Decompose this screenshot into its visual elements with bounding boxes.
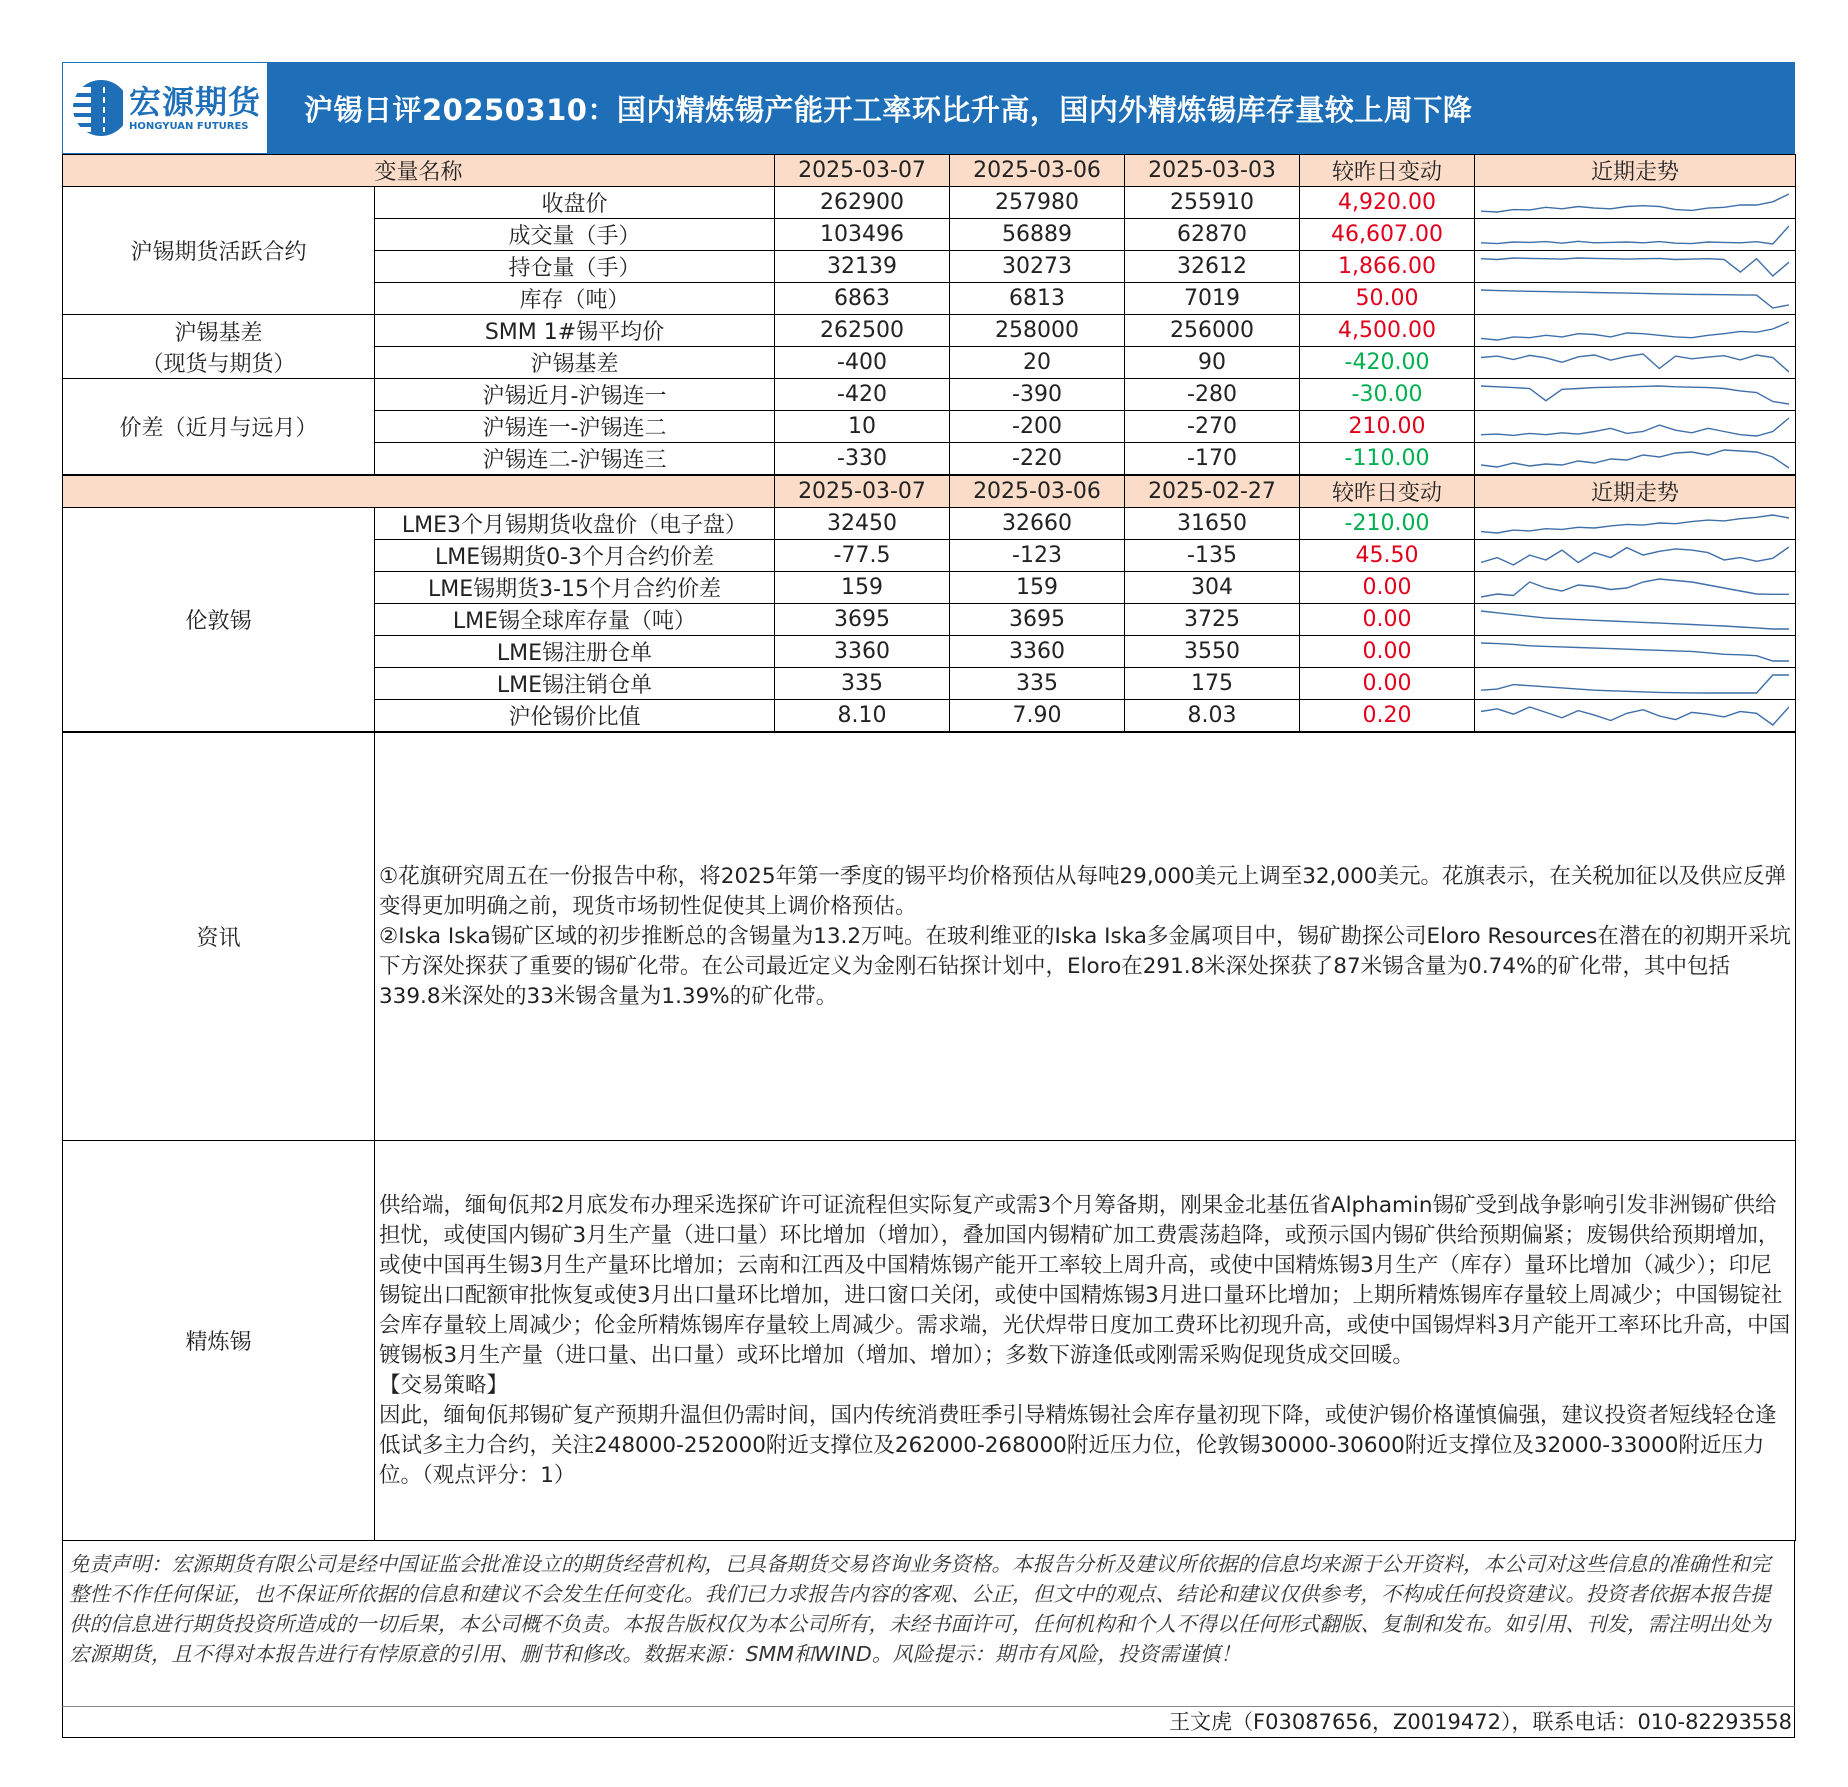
value-date-2: -200 <box>950 411 1125 443</box>
value-date-2: 159 <box>950 572 1125 604</box>
change-value: 1,866.00 <box>1300 251 1475 283</box>
change-value: 4,920.00 <box>1300 187 1475 219</box>
trend-line <box>1481 450 1789 468</box>
report-banner <box>62 62 1795 154</box>
row-name: LME锡注册仓单 <box>375 636 775 668</box>
trend-line <box>1481 354 1789 372</box>
value-date-3: 3550 <box>1125 636 1300 668</box>
trend-sparkline <box>1481 223 1789 247</box>
value-date-1: 3360 <box>775 636 950 668</box>
row-name: 沪锡近月-沪锡连一 <box>375 379 775 411</box>
trend-sparkline <box>1481 319 1789 343</box>
header-date-2: 2025-03-06 <box>950 155 1125 187</box>
row-name: LME锡期货0-3个月合约价差 <box>375 540 775 572</box>
value-date-1: 262500 <box>775 315 950 347</box>
trend-sparkline <box>1481 351 1789 375</box>
refined-tin-analysis: 供给端，缅甸佤邦2月底发布办理采选探矿许可证流程但实际复产或需3个月筹备期，刚果金北基伍省Alphamin锡矿受到战争影响引发非洲锡矿供给担忧，或使国内锡矿3月生产量（进口量）环比增加（增加），叠加国内锡精矿加工费震荡趋降，或预示国内锡矿供给预期偏紧；废锡供给预期增加，或使中国再生锡3月生产量环比增加；云南和江西及中国精炼锡产能开工率较上周升高，或使中国精炼锡3月生产（库存）量环比增加（减少）；印尼锡锭出口配额审批恢复或使3月出口量环比增加，进口窗口关闭，或使中国精炼锡3月进口量环比增加；上期所精炼锡库存量较上周减少；中国锡锭社会库存量较上周减少；伦金所精炼锡库存量较上周减少。需求端，光伏焊带日度加工费环比初现升高，或使中国锡焊料3月产能开工率环比升高，中国镀锡板3月生产量（进口量、出口量）或环比增加（增加、增加）；多数下游逢低或刚需采购促现货成交回暖。 <box>379 1192 1791 1368</box>
trend-sparkline <box>1481 287 1789 311</box>
value-date-2: -123 <box>950 540 1125 572</box>
change-value: -420.00 <box>1300 347 1475 379</box>
table-row <box>63 187 1796 219</box>
logo-chinese-name: 宏源期货 <box>129 83 262 121</box>
report-sheet <box>62 62 1795 1738</box>
trend-cell <box>1475 443 1796 475</box>
value-date-1: 32139 <box>775 251 950 283</box>
group-label-line: 沪锡期货活跃合约 <box>130 240 307 265</box>
trend-cell <box>1475 508 1796 540</box>
trend-sparkline <box>1481 608 1789 632</box>
value-date-2: 258000 <box>950 315 1125 347</box>
value-date-3: -270 <box>1125 411 1300 443</box>
value-date-3: 3725 <box>1125 604 1300 636</box>
row-name: LME锡全球库存量（吨） <box>375 604 775 636</box>
logo-mark-icon <box>71 73 123 143</box>
value-date-1: 8.10 <box>775 700 950 732</box>
group-label <box>63 187 375 315</box>
trend-cell <box>1475 379 1796 411</box>
table-header-row <box>63 476 1796 508</box>
change-value: 4,500.00 <box>1300 315 1475 347</box>
change-value: -110.00 <box>1300 443 1475 475</box>
value-date-1: -330 <box>775 443 950 475</box>
header-trend: 近期走势 <box>1475 476 1796 508</box>
trend-sparkline <box>1481 191 1789 215</box>
value-date-2: 3695 <box>950 604 1125 636</box>
change-value: -210.00 <box>1300 508 1475 540</box>
value-date-2: 7.90 <box>950 700 1125 732</box>
value-date-3: 8.03 <box>1125 700 1300 732</box>
header-change: 较昨日变动 <box>1300 155 1475 187</box>
table-row <box>63 379 1796 411</box>
trend-line <box>1481 643 1789 661</box>
trend-sparkline <box>1481 255 1789 279</box>
header-trend: 近期走势 <box>1475 155 1796 187</box>
change-value: 0.00 <box>1300 572 1475 604</box>
value-date-1: -420 <box>775 379 950 411</box>
trend-cell <box>1475 251 1796 283</box>
trend-cell <box>1475 636 1796 668</box>
row-name: SMM 1#锡平均价 <box>375 315 775 347</box>
value-date-1: 32450 <box>775 508 950 540</box>
header-date-3: 2025-02-27 <box>1125 476 1300 508</box>
trend-cell <box>1475 219 1796 251</box>
row-name: 沪伦锡价比值 <box>375 700 775 732</box>
group-label <box>63 508 375 732</box>
trend-line <box>1481 515 1789 533</box>
value-date-3: 7019 <box>1125 283 1300 315</box>
trend-cell <box>1475 572 1796 604</box>
value-date-3: 31650 <box>1125 508 1300 540</box>
trend-sparkline <box>1481 383 1789 407</box>
change-value: 0.00 <box>1300 668 1475 700</box>
value-date-1: 103496 <box>775 219 950 251</box>
trend-line <box>1481 258 1789 276</box>
header-date-1: 2025-03-07 <box>775 476 950 508</box>
trend-cell <box>1475 700 1796 732</box>
logo-english-name: HONGYUAN FUTURES <box>129 121 249 132</box>
change-value: 0.00 <box>1300 636 1475 668</box>
refined-tin-text <box>375 1141 1796 1541</box>
trend-line <box>1481 675 1789 693</box>
report-title: 沪锡日评20250310：国内精炼锡产能开工率环比升高，国内外精炼锡库存量较上周下降 <box>304 92 1473 127</box>
refined-tin-row <box>63 1141 1796 1541</box>
value-date-2: 32660 <box>950 508 1125 540</box>
value-date-3: 304 <box>1125 572 1300 604</box>
row-name: 库存（吨） <box>375 283 775 315</box>
value-date-1: -77.5 <box>775 540 950 572</box>
row-name: 沪锡基差 <box>375 347 775 379</box>
row-name: 沪锡连二-沪锡连三 <box>375 443 775 475</box>
company-logo <box>62 62 268 154</box>
value-date-2: 56889 <box>950 219 1125 251</box>
row-name: 成交量（手） <box>375 219 775 251</box>
trend-line <box>1481 194 1789 212</box>
disclaimer: 免责声明：宏源期货有限公司是经中国证监会批准设立的期货经营机构，已具备期货交易咨询业务资格。本报告分析及建议所依据的信息均来源于公开资料，本公司对这些信息的准确性和完整性不作任何保证，也不保证所依据的信息和建议不会发生任何变化。我们已力求报告内容的客观、公正，但文中的观点、结论和建议仅供参考，不构成任何投资建议。投资者依据本报告提供的信息进行期货投资所造成的一切后果，本公司概不负责。本报告版权仅为本公司所有，未经书面许可，任何机构和个人不得以任何形式翻版、复制和发布。如引用、刊发，需注明出处为宏源期货，且不得对本报告进行有悖原意的引用、删节和修改。数据来源：SMM和WIND。风险提示：期市有风险，投资需谨慎！ <box>62 1541 1795 1706</box>
value-date-2: -390 <box>950 379 1125 411</box>
group-label-line: 沪锡基差 <box>174 320 263 346</box>
news-label: 资讯 <box>63 733 375 1141</box>
value-date-1: 262900 <box>775 187 950 219</box>
change-value: -30.00 <box>1300 379 1475 411</box>
value-date-3: 256000 <box>1125 315 1300 347</box>
trend-sparkline <box>1481 704 1789 728</box>
trend-line <box>1481 386 1789 404</box>
group-label-line: （现货与期货） <box>141 351 296 377</box>
value-date-2: 257980 <box>950 187 1125 219</box>
domestic-tin-table <box>62 154 1796 475</box>
trend-cell <box>1475 604 1796 636</box>
news-paragraph-2: ②Iska Iska锡矿区域的初步推断总的含锡量为13.2万吨。在玻利维亚的Iska Iska多金属项目中，锡矿勘探公司Eloro Resources在潜在的初期开采坑下方深处探获了重要的锡矿化带。在公司最近定义为金刚石钻探计划中，Eloro在291.8米深处探获了87米锡含量为0.74%的矿化带，其中包括339.8米深处的33米锡含量为1.39%的矿化带。 <box>379 923 1791 1009</box>
header-date-1: 2025-03-07 <box>775 155 950 187</box>
row-name: 收盘价 <box>375 187 775 219</box>
row-name: LME锡期货3-15个月合约价差 <box>375 572 775 604</box>
value-date-1: 159 <box>775 572 950 604</box>
change-value: 45.50 <box>1300 540 1475 572</box>
change-value: 210.00 <box>1300 411 1475 443</box>
value-date-1: -400 <box>775 347 950 379</box>
trend-line <box>1481 707 1789 725</box>
value-date-1: 10 <box>775 411 950 443</box>
news-text <box>375 733 1796 1141</box>
news-row <box>63 733 1796 1141</box>
group-label-line: 伦敦锡 <box>185 609 252 634</box>
value-date-3: 255910 <box>1125 187 1300 219</box>
trend-line <box>1481 322 1789 340</box>
trading-strategy-heading: 【交易策略】 <box>379 1372 509 1398</box>
row-name: LME锡注销仓单 <box>375 668 775 700</box>
row-name: LME3个月锡期货收盘价（电子盘） <box>375 508 775 540</box>
trend-line <box>1481 611 1789 629</box>
header-date-3: 2025-03-03 <box>1125 155 1300 187</box>
row-name: 沪锡连一-沪锡连二 <box>375 411 775 443</box>
trend-line <box>1481 547 1789 565</box>
trend-sparkline <box>1481 672 1789 696</box>
trend-sparkline <box>1481 512 1789 536</box>
trend-line <box>1481 579 1789 597</box>
header-date-2: 2025-03-06 <box>950 476 1125 508</box>
trend-cell <box>1475 668 1796 700</box>
trend-line <box>1481 226 1789 244</box>
trend-sparkline <box>1481 447 1789 471</box>
trading-strategy-text: 因此，缅甸佤邦锡矿复产预期升温但仍需时间，国内传统消费旺季引导精炼锡社会库存量初现下降，或使沪锡价格谨慎偏强，建议投资者短线轻仓逢低试多主力合约，关注248000-252000附近支撑位及262000-268000附近压力位，伦敦锡30000-30600附近支撑位及32000-33000附近压力位。（观点评分：1） <box>379 1402 1777 1488</box>
value-date-3: -280 <box>1125 379 1300 411</box>
analyst-signature: 王文虎（F03087656，Z0019472），联系电话：010-82293558 <box>62 1706 1795 1738</box>
london-tin-table <box>62 475 1796 732</box>
value-date-3: 32612 <box>1125 251 1300 283</box>
trend-line <box>1481 418 1789 436</box>
header-blank <box>63 476 775 508</box>
value-date-1: 3695 <box>775 604 950 636</box>
value-date-3: 90 <box>1125 347 1300 379</box>
value-date-3: 62870 <box>1125 219 1300 251</box>
value-date-3: -170 <box>1125 443 1300 475</box>
trend-line <box>1481 290 1789 308</box>
trend-cell <box>1475 411 1796 443</box>
header-variable-name: 变量名称 <box>63 155 775 187</box>
commentary-table <box>62 732 1796 1541</box>
change-value: 0.00 <box>1300 604 1475 636</box>
value-date-1: 335 <box>775 668 950 700</box>
change-value: 46,607.00 <box>1300 219 1475 251</box>
trend-cell <box>1475 187 1796 219</box>
trend-sparkline <box>1481 415 1789 439</box>
value-date-3: 175 <box>1125 668 1300 700</box>
value-date-2: 6813 <box>950 283 1125 315</box>
value-date-2: -220 <box>950 443 1125 475</box>
value-date-2: 335 <box>950 668 1125 700</box>
change-value: 0.20 <box>1300 700 1475 732</box>
trend-sparkline <box>1481 544 1789 568</box>
trend-cell <box>1475 540 1796 572</box>
trend-cell <box>1475 283 1796 315</box>
row-name: 持仓量（手） <box>375 251 775 283</box>
table-row <box>63 508 1796 540</box>
table-row <box>63 315 1796 347</box>
value-date-2: 3360 <box>950 636 1125 668</box>
trend-sparkline <box>1481 576 1789 600</box>
group-label <box>63 315 375 379</box>
value-date-2: 30273 <box>950 251 1125 283</box>
news-paragraph-1: ①花旗研究周五在一份报告中称，将2025年第一季度的锡平均价格预估从每吨29,000美元上调至32,000美元。花旗表示，在关税加征以及供应反弹变得更加明确之前，现货市场韧性促使其上调价格预估。 <box>379 863 1786 919</box>
trend-cell <box>1475 347 1796 379</box>
change-value: 50.00 <box>1300 283 1475 315</box>
value-date-1: 6863 <box>775 283 950 315</box>
value-date-2: 20 <box>950 347 1125 379</box>
group-label <box>63 379 375 475</box>
refined-tin-label: 精炼锡 <box>63 1141 375 1541</box>
table-header-row <box>63 155 1796 187</box>
header-change: 较昨日变动 <box>1300 476 1475 508</box>
group-label-line: 价差（近月与远月） <box>119 416 318 441</box>
trend-sparkline <box>1481 640 1789 664</box>
trend-cell <box>1475 315 1796 347</box>
value-date-3: -135 <box>1125 540 1300 572</box>
